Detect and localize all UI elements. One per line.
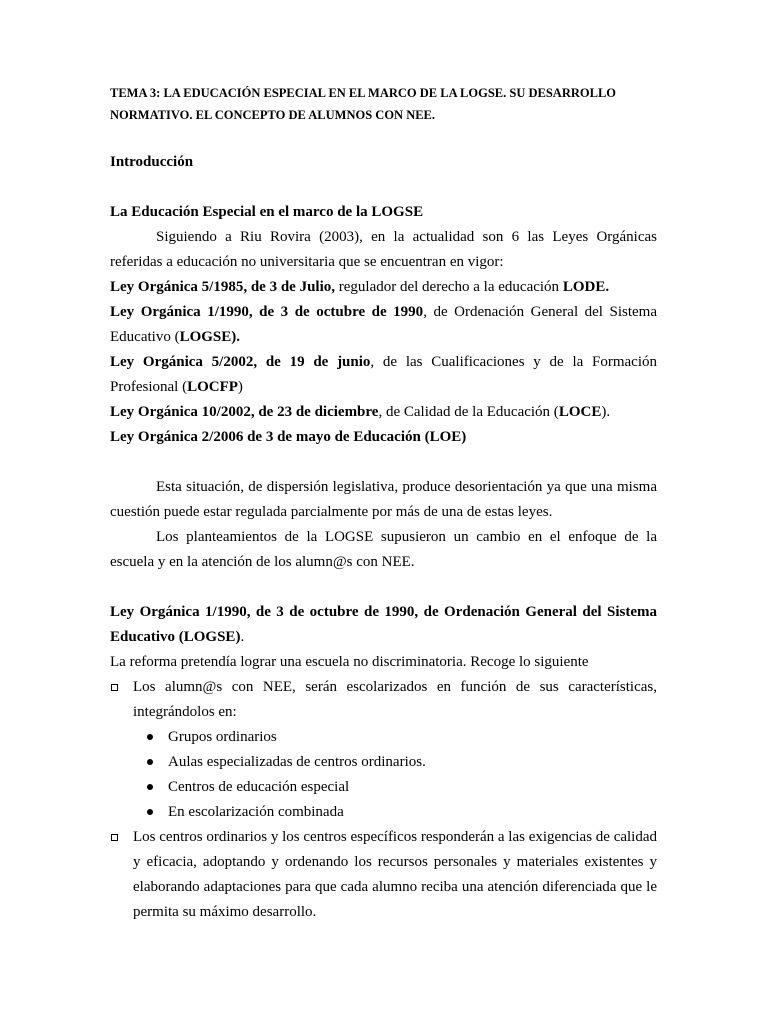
square-bullet-icon [111, 684, 118, 691]
list-item: Los centros ordinarios y los centros específicos responderán a las exigencias de calidad y eficacia, adoptando y ordenando los recursos personales y materiales existentes y elaborando adaptaciones para que cada alumno reciba una atención diferenciada que le permita su máximo desarrollo. [110, 825, 657, 925]
law-item: Ley Orgánica 1/1990, de 3 de octubre de 1990, de Ordenación General del Sistema Educativo (LOGSE). [110, 304, 657, 345]
title-line-1: TEMA 3: LA EDUCACIÓN ESPECIAL EN EL MARCO DE LA LOGSE. SU DESARROLLO [110, 86, 616, 100]
section-heading-ley-1990: Ley Orgánica 1/1990, de 3 de octubre de 1990, de Ordenación General del Sistema Educativo (LOGSE). [110, 604, 657, 645]
sub-list-item: Aulas especializadas de centros ordinarios. [110, 750, 657, 775]
bullet-icon [147, 734, 153, 740]
reform-lead-paragraph: La reforma pretendía lograr una escuela no discriminatoria. Recoge lo siguiente [110, 654, 589, 670]
bullet-icon [147, 759, 153, 765]
law-item: Ley Orgánica 5/2002, de 19 de junio, de las Cualificaciones y de la Formación Profesional (LOCFP) [110, 354, 658, 395]
law-item: Ley Orgánica 5/1985, de 3 de Julio, regulador del derecho a la educación LODE. [110, 279, 610, 295]
square-bullet-icon [111, 834, 118, 841]
sub-list-item: Centros de educación especial [110, 775, 657, 800]
logse-change-paragraph: Los planteamientos de la LOGSE supusieron un cambio en el enfoque de la escuela y en la atención de los alumn@s con NEE. [110, 529, 657, 570]
document-content [110, 82, 657, 925]
list-item: Los alumn@s con NEE, serán escolarizados en función de sus características, integrándolos en: [110, 675, 657, 725]
sub-list-item: Grupos ordinarios [110, 725, 657, 750]
document-title [110, 82, 657, 126]
dispersion-paragraph: Esta situación, de dispersión legislativa, produce desorientación ya que una misma cuestión puede estar regulada parcialmente por más de una de estas leyes. [110, 479, 657, 520]
sub-list-item: En escolarización combinada [110, 800, 657, 825]
bullet-icon [147, 809, 153, 815]
law-item: Ley Orgánica 2/2006 de 3 de mayo de Educación (LOE) [110, 429, 467, 445]
law-item: Ley Orgánica 10/2002, de 23 de diciembre, de Calidad de la Educación (LOCE). [110, 404, 611, 420]
title-line-2: NORMATIVO. EL CONCEPTO DE ALUMNOS CON NEE. [110, 108, 436, 122]
intro-heading: Introducción [110, 154, 194, 170]
laws-intro-paragraph: Siguiendo a Riu Rovira (2003), en la actualidad son 6 las Leyes Orgánicas referidas a educación no universitaria que se encuentran en vigor: [110, 229, 657, 270]
section-heading-logse: La Educación Especial en el marco de la LOGSE [110, 204, 424, 220]
bullet-icon [147, 784, 153, 790]
